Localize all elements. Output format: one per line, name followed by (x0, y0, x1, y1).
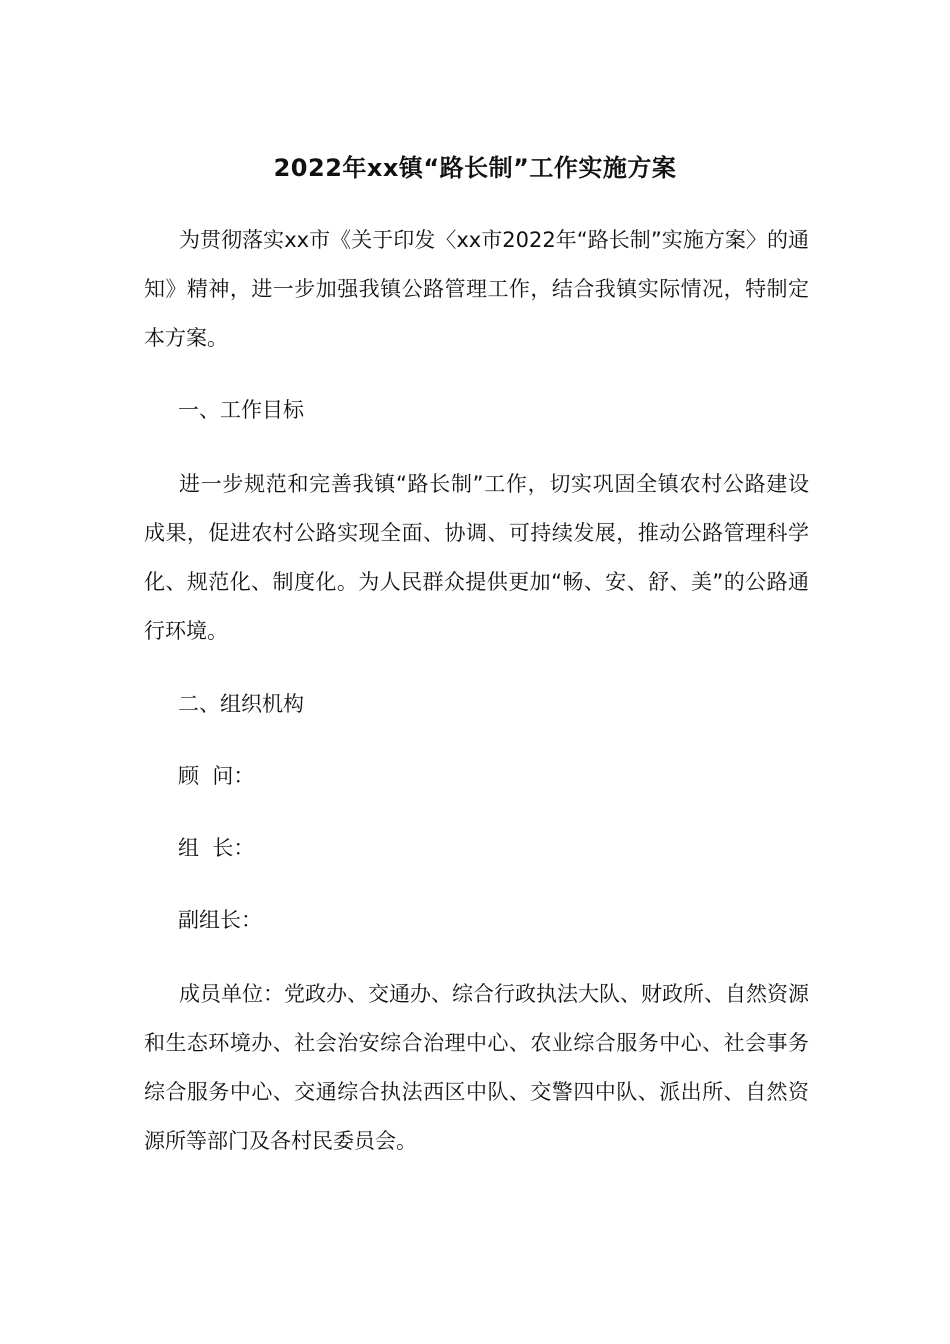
document-title: 2022年xx镇“路长制”工作实施方案 (273, 154, 677, 182)
section-heading-goals: 一、工作目标 (178, 398, 304, 422)
advisor-line: 顾 问： (178, 764, 255, 788)
section-heading-organization: 二、组织机构 (178, 692, 304, 716)
intro-paragraph: 为贯彻落实xx市《关于印发〈xx市2022年“路长制”实施方案〉的通知》精神，进一步加强我镇公路管理工作，结合我镇实际情况，特制定本方案。 (144, 228, 809, 350)
leader-line: 组 长： (178, 836, 255, 860)
member-units-paragraph: 成员单位：党政办、交通办、综合行政执法大队、财政所、自然资源和生态环境办、社会治安综合治理中心、农业综合服务中心、社会事务综合服务中心、交通综合执法西区中队、交警四中队、派出所、自然资源所等部门及各村民委员会。 (144, 982, 809, 1153)
deputy-leader-line: 副组长： (178, 908, 262, 932)
goals-paragraph: 进一步规范和完善我镇“路长制”工作，切实巩固全镇农村公路建设成果，促进农村公路实现全面、协调、可持续发展，推动公路管理科学化、规范化、制度化。为人民群众提供更加“畅、安、舒、美”的公路通行环境。 (144, 472, 809, 643)
